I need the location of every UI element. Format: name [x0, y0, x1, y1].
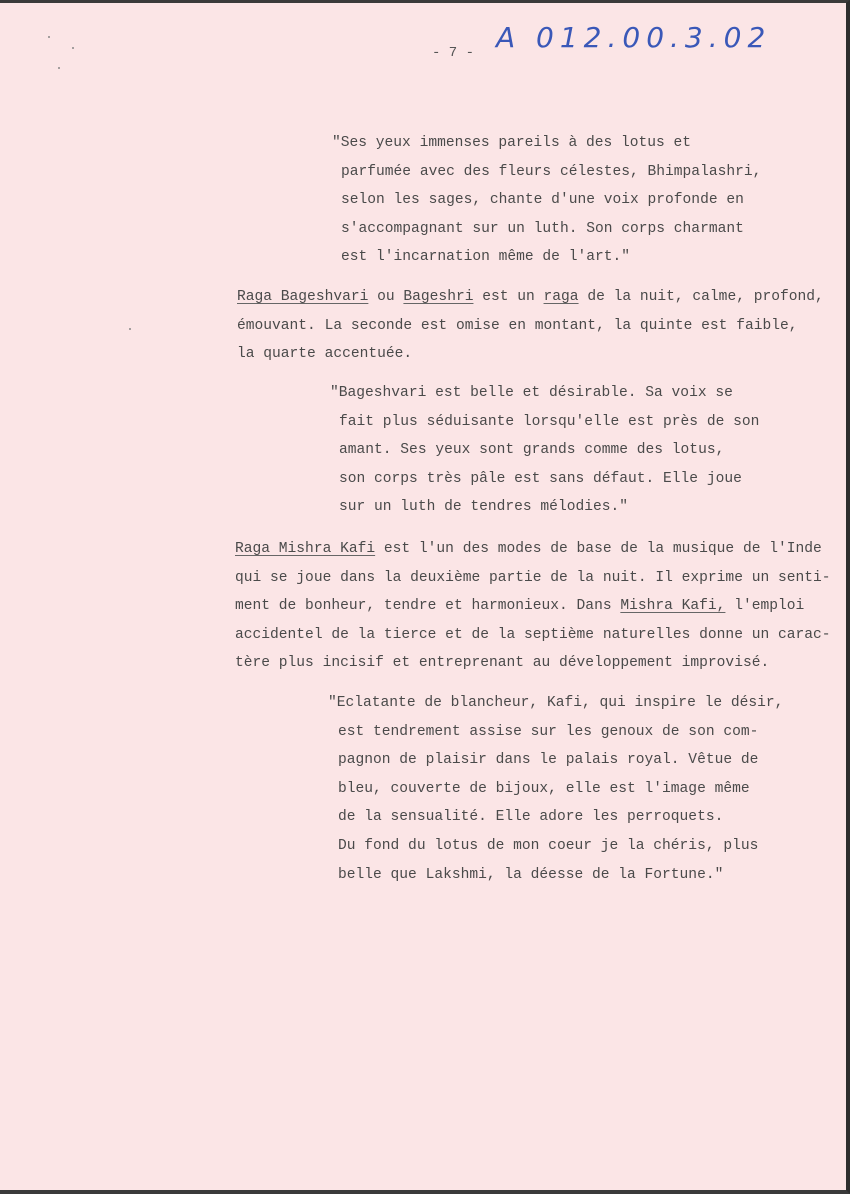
- paragraph-line: Raga Bageshvari ou Bageshri est un raga de la nuit, calme, profond,: [237, 289, 824, 305]
- raga-name-mishra-kafi: Mishra Kafi,: [620, 598, 726, 615]
- quote-line: "Ses yeux immenses pareils à des lotus et: [332, 135, 692, 151]
- scan-speck: [129, 328, 131, 330]
- raga-name-bageshri: Bageshri: [403, 289, 474, 305]
- paragraph-mishra-kafi: [235, 535, 831, 678]
- paragraph-line: la quarte accentuée.: [237, 346, 413, 363]
- term-raga: raga: [543, 289, 579, 305]
- quote-bageshvari: [330, 379, 759, 522]
- quote-line: est l'incarnation même de l'art.": [341, 249, 631, 266]
- quote-line: sur un luth de tendres mélodies.": [339, 499, 629, 516]
- quote-line: pagnon de plaisir dans le palais royal. Vêtue de: [338, 752, 759, 769]
- paragraph-line: émouvant. La seconde est omise en montant, la quinte est faible,: [237, 317, 798, 334]
- paragraph-line: accidentel de la tierce et de la septième naturelles donne un carac-: [235, 626, 831, 643]
- quote-line: fait plus séduisante lorsqu'elle est près de son: [339, 413, 760, 430]
- scan-speck: [48, 36, 50, 38]
- paragraph-line: Raga Mishra Kafi est l'un des modes de base de la musique de l'Inde: [235, 541, 822, 557]
- raga-name-mishra-kafi: Raga Mishra Kafi: [235, 541, 376, 557]
- scan-speck: [58, 67, 60, 69]
- quote-line: "Bageshvari est belle et désirable. Sa voix se: [330, 385, 733, 401]
- page-number: - 7 -: [432, 45, 475, 61]
- archive-reference-handwritten: A 012.00.3.02: [496, 21, 772, 54]
- quote-line: "Eclatante de blancheur, Kafi, qui inspire le désir,: [328, 695, 784, 711]
- quote-line: parfumée avec des fleurs célestes, Bhimpalashri,: [341, 163, 762, 180]
- paragraph-line: qui se joue dans la deuxième partie de la nuit. Il exprime un senti-: [235, 569, 831, 586]
- quote-bhimpalashri: [332, 129, 761, 272]
- quote-line: amant. Ses yeux sont grands comme des lotus,: [339, 442, 725, 459]
- paragraph-line: tère plus incisif et entreprenant au développement improvisé.: [235, 655, 770, 672]
- paragraph-line: ment de bonheur, tendre et harmonieux. Dans Mishra Kafi, l'emploi: [235, 598, 805, 615]
- quote-line: bleu, couverte de bijoux, elle est l'image même: [338, 780, 750, 797]
- quote-line: Du fond du lotus de mon coeur je la chéris, plus: [338, 837, 759, 854]
- quote-kafi: [328, 689, 783, 889]
- quote-line: belle que Lakshmi, la déesse de la Fortune.": [338, 866, 724, 883]
- quote-line: de la sensualité. Elle adore les perroquets.: [338, 809, 724, 826]
- quote-line: son corps très pâle est sans défaut. Elle joue: [339, 470, 742, 487]
- scan-speck: [72, 47, 74, 49]
- quote-line: est tendrement assise sur les genoux de son com-: [338, 723, 759, 740]
- quote-line: selon les sages, chante d'une voix profonde en: [341, 192, 744, 209]
- raga-name-bageshvari: Raga Bageshvari: [237, 289, 369, 305]
- quote-line: s'accompagnant sur un luth. Son corps charmant: [341, 220, 744, 237]
- paragraph-bageshvari: [237, 283, 824, 369]
